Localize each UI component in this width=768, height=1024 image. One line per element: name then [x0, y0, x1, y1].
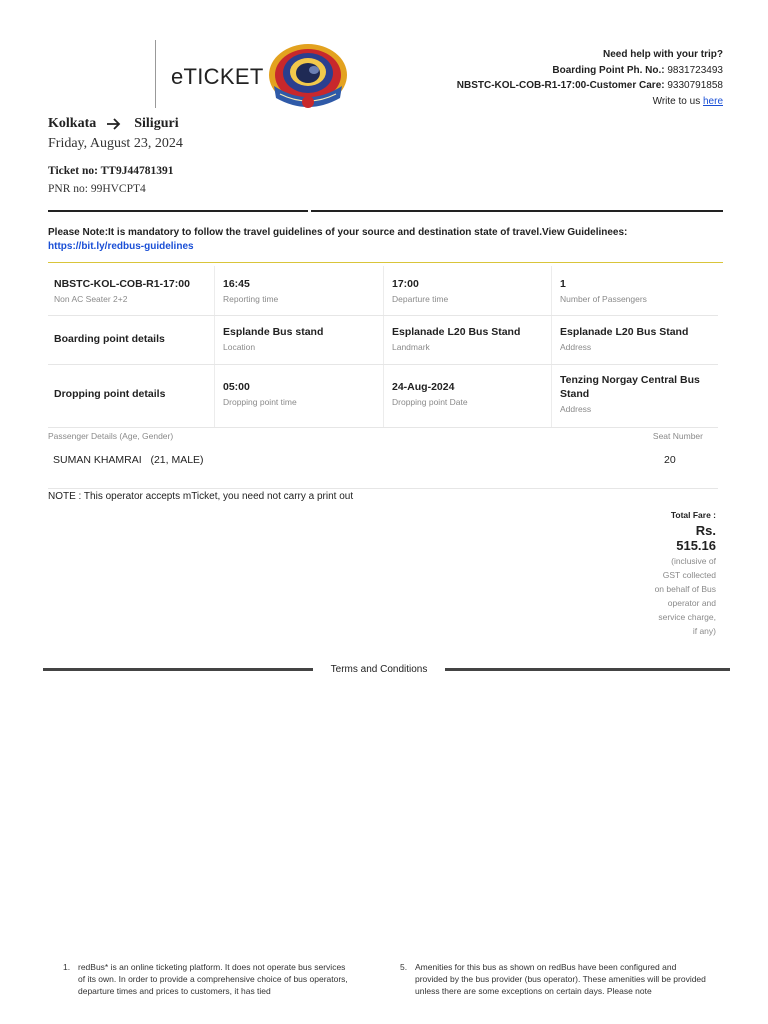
grid-col-sep — [383, 266, 384, 428]
passenger-row-sep — [48, 488, 718, 489]
terms-item-1-number: 1. — [63, 962, 71, 972]
journey-date: Friday, August 23, 2024 — [48, 136, 183, 151]
terms-item-1-text: redBus* is an online ticketing platform. It does not operate bus services of its own. In order to provide a comprehensive choice of bus operators, departure times and prices to customers, it has tied — [78, 962, 348, 996]
fare-inclusive-note: (inclusive of GST collected on behalf of Bus operator and service charge, if any) — [654, 556, 716, 636]
grid-row-sep — [48, 315, 718, 316]
grid-row-sep — [48, 364, 718, 365]
write-to-us-link[interactable]: here — [702, 95, 723, 107]
note-underline — [48, 262, 723, 263]
grid-col-sep — [214, 266, 215, 428]
terms-rule-right — [445, 668, 730, 671]
passenger-row — [53, 454, 204, 466]
grid-col-sep — [551, 266, 552, 428]
boarding-landmark: Esplanade L20 Bus Stand — [392, 326, 521, 338]
departure-label: Departure time — [392, 294, 449, 304]
guidelines-link[interactable]: https://bit.ly/redbus-guidelines — [48, 241, 194, 252]
boarding-landmark-cell — [392, 325, 520, 352]
dropping-address: Tenzing Norgay Central Bus Stand — [560, 374, 700, 400]
dropping-address-label: Address — [560, 404, 592, 414]
route — [48, 116, 179, 132]
dropping-address-cell — [560, 373, 720, 414]
boarding-location-label: Location — [223, 342, 256, 352]
fare-block — [626, 510, 716, 638]
service-type: Non AC Seater 2+2 — [54, 294, 128, 304]
dropping-details-label: Dropping point details — [54, 388, 166, 400]
service-cell — [54, 277, 190, 304]
section-rule-right — [311, 210, 723, 212]
help-block — [457, 47, 723, 109]
header-divider — [155, 40, 156, 108]
dropping-time-cell — [223, 380, 297, 407]
terms-item-5-text: Amenities for this bus as shown on redBus have been configured and provided by the bus provider (bus operator). These amenities will be provided unless there are some exceptions on certain days. Please note — [415, 962, 706, 996]
total-fare-label: Total Fare : — [670, 510, 716, 520]
terms-item-5 — [400, 961, 710, 996]
departure-cell — [392, 277, 448, 304]
section-rule-left — [48, 210, 308, 212]
boarding-landmark-label: Landmark — [392, 342, 430, 352]
passenger-age-gender: (21, MALE) — [150, 454, 204, 466]
boarding-phone: 9831723493 — [667, 64, 723, 76]
boarding-address-label: Address — [560, 342, 592, 352]
boarding-address: Esplanade L20 Bus Stand — [560, 326, 689, 338]
departure-time: 17:00 — [392, 278, 419, 290]
reporting-label: Reporting time — [223, 294, 279, 304]
dropping-time-label: Dropping point time — [223, 397, 297, 407]
boarding-location: Esplande Bus stand — [223, 326, 324, 338]
terms-item-5-number: 5. — [400, 962, 408, 972]
guidelines-note-text: Please Note:It is mandatory to follow the travel guidelines of your source and destination state of travel.View Guidelinees: — [48, 227, 628, 238]
eticket-title: eTICKET — [171, 64, 264, 89]
passengers-cell — [560, 277, 647, 304]
customer-care-phone: 9330791858 — [667, 80, 723, 91]
grid-row-sep — [48, 427, 718, 428]
passenger-details-header: Passenger Details (Age, Gender) — [48, 431, 174, 441]
dropping-time: 05:00 — [223, 381, 250, 393]
arrow-right-icon — [106, 117, 122, 131]
terms-heading: Terms and Conditions — [330, 664, 428, 675]
passenger-count-label: Number of Passengers — [560, 294, 647, 304]
pnr-number: PNR no: 99HVCPT4 — [48, 183, 146, 195]
service-name: NBSTC-KOL-COB-R1-17:00 — [54, 278, 190, 290]
ticket-number: Ticket no: TT9J44781391 — [48, 165, 174, 177]
seat-number-header: Seat Number — [652, 431, 703, 441]
guidelines-note — [48, 226, 728, 254]
write-to-us-text: Write to us — [652, 95, 701, 107]
help-title: Need help with your trip? — [602, 49, 723, 60]
boarding-phone-label: Boarding Point Ph. No.: — [552, 64, 665, 76]
customer-care-label: NBSTC-KOL-COB-R1-17:00-Customer Care: — [456, 80, 665, 91]
reporting-cell — [223, 277, 278, 304]
operator-emblem-icon — [266, 42, 350, 114]
route-to: Siliguri — [134, 116, 179, 131]
terms-item-1 — [63, 961, 353, 996]
terms-rule-left — [43, 668, 313, 671]
dropping-date-cell — [392, 380, 468, 407]
dropping-date: 24-Aug-2024 — [392, 381, 455, 393]
fare-currency: Rs. — [695, 523, 716, 538]
boarding-details-label: Boarding point details — [54, 333, 165, 345]
mticket-note: NOTE : This operator accepts mTicket, you need not carry a print out — [48, 491, 354, 502]
passenger-name: SUMAN KHAMRAI — [53, 454, 142, 466]
route-from: Kolkata — [48, 116, 97, 131]
boarding-location-cell — [223, 325, 323, 352]
seat-number: 20 — [664, 454, 676, 466]
fare-amount: 515.16 — [676, 538, 716, 553]
reporting-time: 16:45 — [223, 278, 250, 290]
passenger-count: 1 — [560, 278, 566, 290]
boarding-address-cell — [560, 325, 688, 352]
dropping-date-label: Dropping point Date — [392, 397, 468, 407]
